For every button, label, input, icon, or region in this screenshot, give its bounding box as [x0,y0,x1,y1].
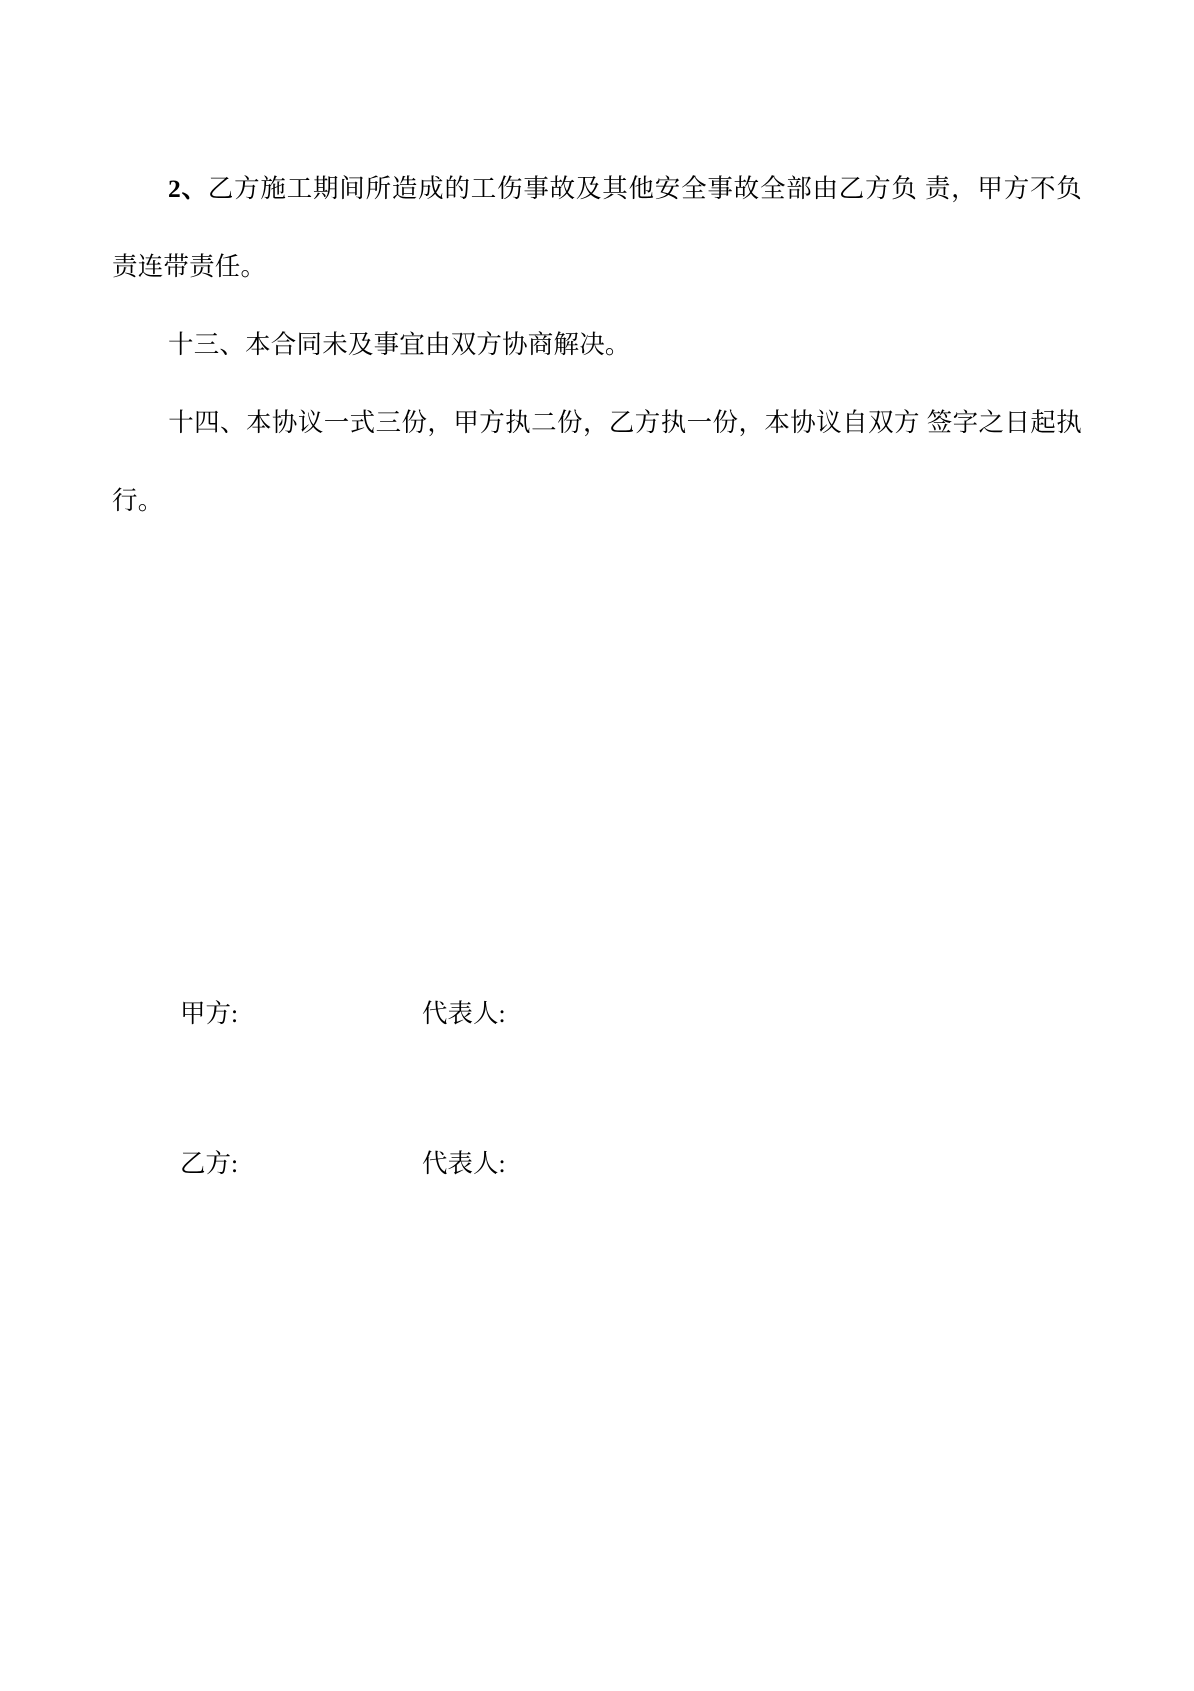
signature-row-party-b [112,1134,1082,1194]
party-b-representative-label: 代表人: [422,1149,506,1178]
paragraph-clause-2 [112,150,1082,306]
clause-number-2: 2、 [168,174,208,203]
clause-text-14: 十四、本协议一式三份，甲方执二份，乙方执一份，本协议自双方 签字之日起执行。 [112,408,1082,515]
blank-space [112,540,1082,984]
clause-text-2: 乙方施工期间所造成的工伤事故及其他安全事故全部由乙方负 责，甲方不负责连带责任。 [112,174,1082,281]
party-b-label: 乙方: [180,1149,239,1178]
signature-gap [112,1044,1082,1134]
clause-text-13: 十三、本合同未及事宜由双方协商解决。 [168,330,631,359]
signature-row-party-a [112,984,1082,1044]
party-a-label: 甲方: [180,999,239,1028]
party-a-representative-label: 代表人: [422,999,506,1028]
paragraph-clause-13 [112,306,1082,384]
paragraph-clause-14 [112,384,1082,540]
document-body [112,0,1082,1194]
